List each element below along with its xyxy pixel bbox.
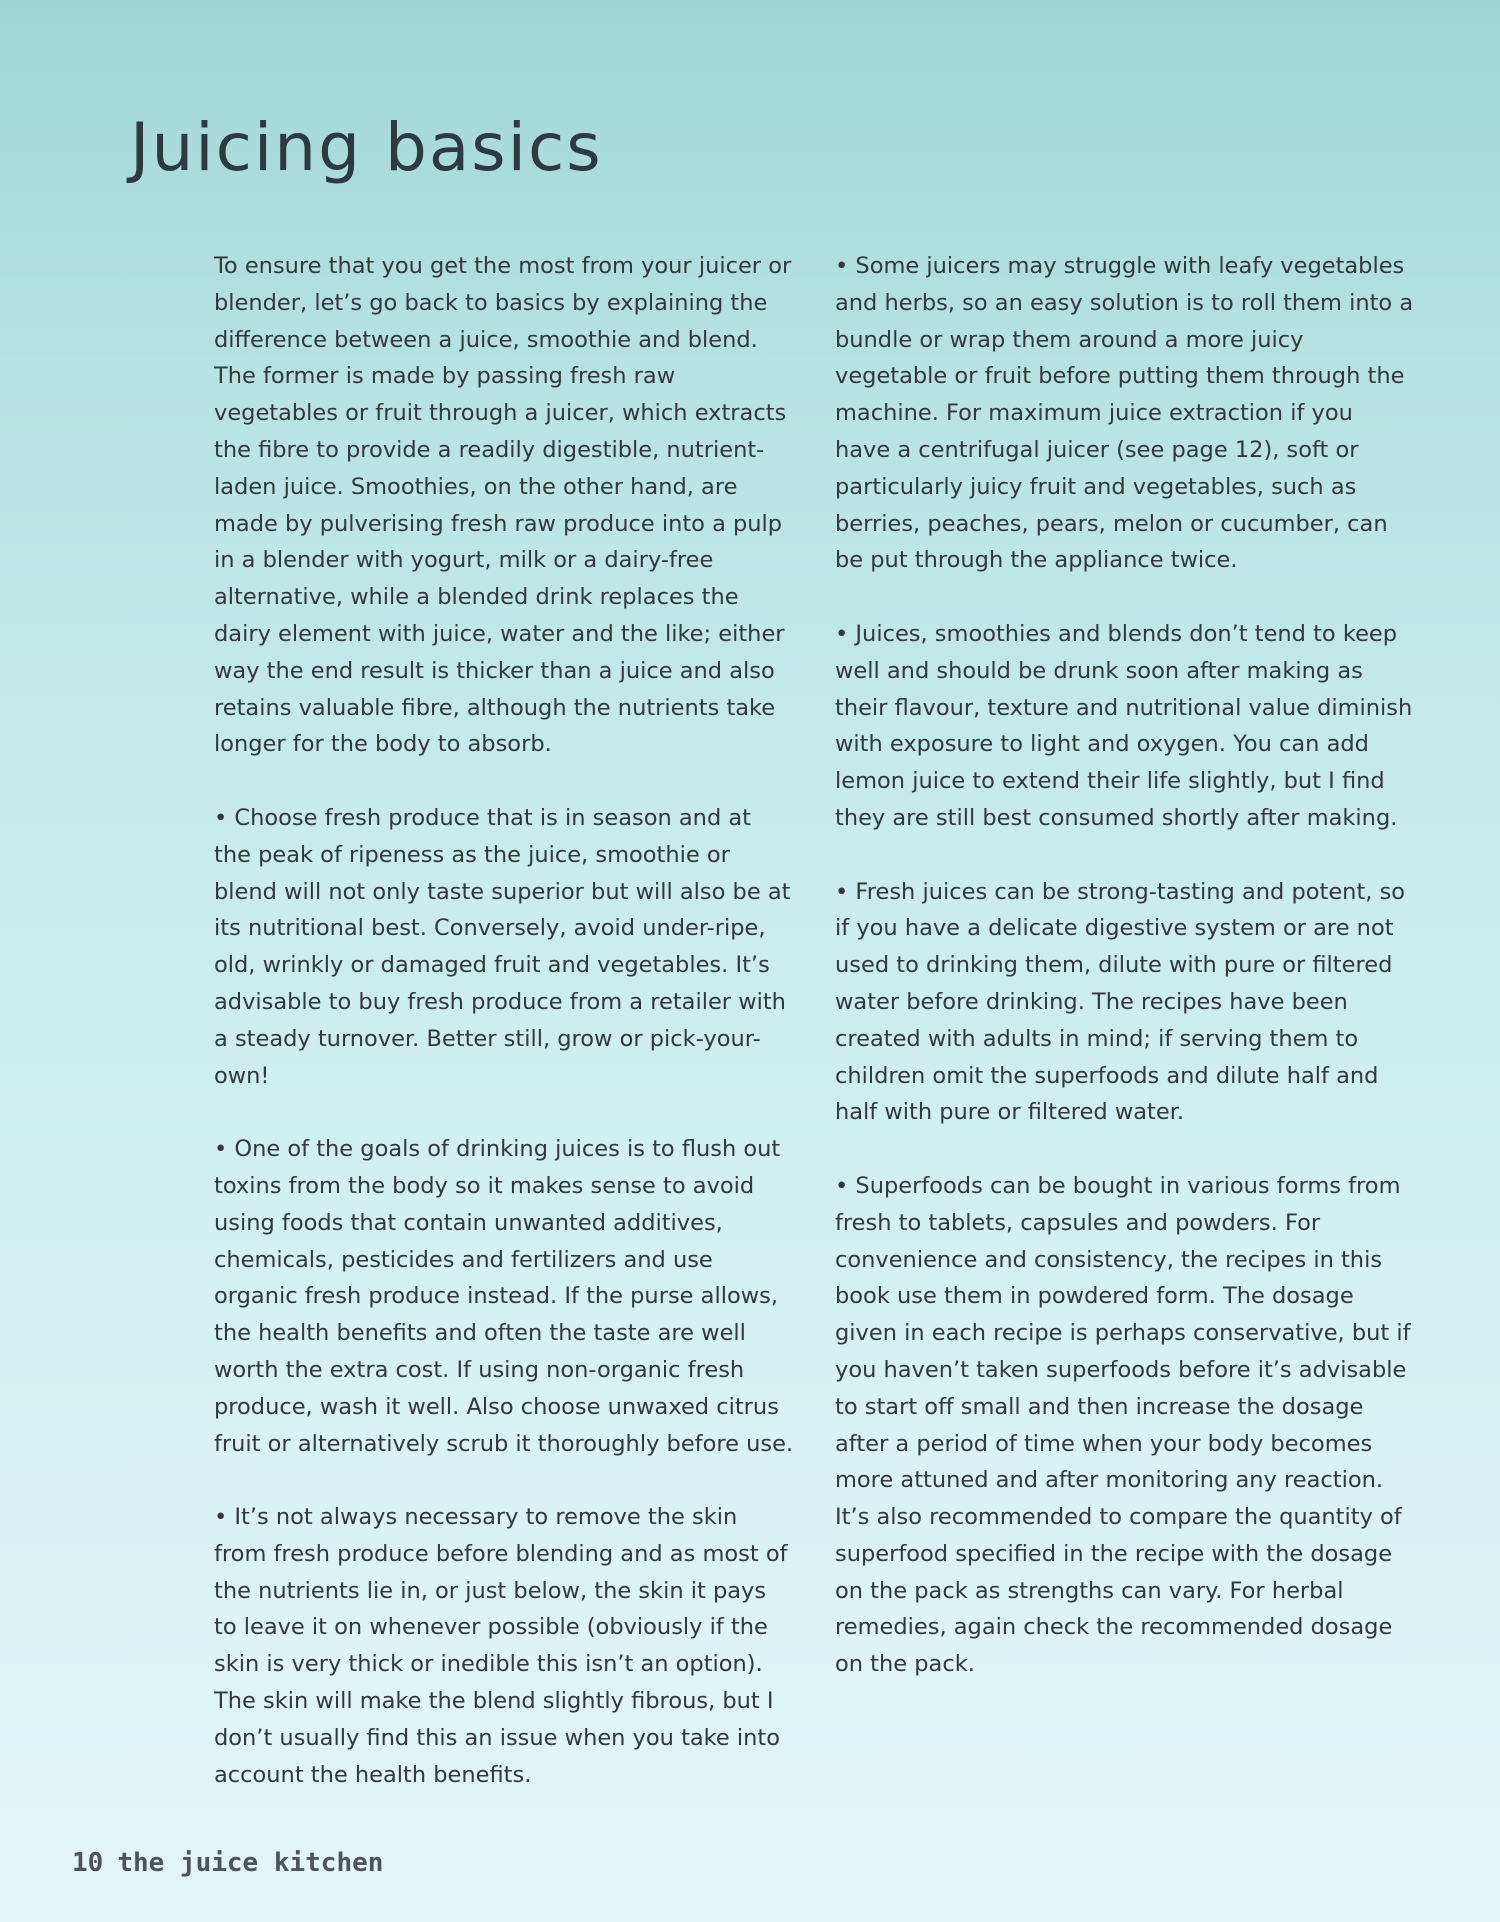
book-title: the juice kitchen — [117, 1848, 384, 1878]
intro-paragraph: To ensure that you get the most from your juicer or blender, let’s go back to basics by explaining the difference between a juice, smoothie and blend. The former is made by passing fresh raw vegetables or fruit through a juicer, which extracts the fibre to provide a readily digestible, nutrient-laden juice. Smoothies, on the other hand, are made by pulverising fresh raw produce into a pulp in a blender with yogurt, milk or a dairy-free alternative, while a blended drink replaces the dairy element with juice, water and the like; either way the end result is thicker than a juice and also retains valuable fibre, although the nutrients take longer for the body to absorb. — [214, 253, 792, 758]
page-footer — [72, 1848, 383, 1878]
page-title: Juicing basics — [130, 109, 603, 186]
tip-organic-produce: • One of the goals of drinking juices is to flush out toxins from the body so it makes sense to avoid using foods that contain unwanted additives, chemicals, pesticides and fertilizers and use organic fresh produce instead. If the purse allows, the health benefits and often the taste are well worth the extra cost. If using non-organic fresh produce, wash it well. Also choose unwaxed citrus fruit or alternatively scrub it thoroughly before use. — [214, 1136, 794, 1457]
right-column — [835, 248, 1415, 1720]
tip-drink-soon: • Juices, smoothies and blends don’t tend to keep well and should be drunk soon after making as their flavour, texture and nutritional value diminish with exposure to light and oxygen. You can add lemon juice to extend their life slightly, but I find they are still best consumed shortly after making. — [835, 620, 1413, 831]
tip-fresh-produce: • Choose fresh produce that is in season and at the peak of ripeness as the juice, smoothie or blend will not only taste superior but will also be at its nutritional best. Conversely, avoid under-ripe, old, wrinkly or damaged fruit and vegetables. It’s advisable to buy fresh produce from a retailer with a steady turnover. Better still, grow or pick-your-own! — [214, 804, 791, 1089]
left-column — [214, 248, 794, 1830]
tip-superfoods: • Superfoods can be bought in various forms from fresh to tablets, capsules and powders. For convenience and consistency, the recipes in this book use them in powdered form. The dosage given in each recipe is perhaps conservative, but if you haven’t taken superfoods before it’s advisable to start off small and then increase the dosage after a period of time when your body becomes more attuned and after monitoring any reaction. It’s also recommended to compare the quantity of superfood specified in the recipe with the dosage on the pack as strengths can vary. For herbal remedies, again check the recommended dosage on the pack. — [835, 1172, 1411, 1678]
page-number: 10 — [72, 1848, 104, 1878]
tip-dilute: • Fresh juices can be strong-tasting and potent, so if you have a delicate digestive system or are not used to drinking them, dilute with pure or filtered water before drinking. The recipes have been created with adults in mind; if serving them to children omit the superfoods and dilute half and half with pure or filtered water. — [835, 878, 1406, 1126]
tip-skin: • It’s not always necessary to remove the skin from fresh produce before blending and as most of the nutrients lie in, or just below, the skin it pays to leave it on whenever possible (obviously if the skin is very thick or inedible this isn’t an option). The skin will make the blend slightly fibrous, but I don’t usually find this an issue when you take into account the health benefits. — [214, 1504, 788, 1788]
tip-leafy-vegetables: • Some juicers may struggle with leafy vegetables and herbs, so an easy solution is to roll them into a bundle or wrap them around a more juicy vegetable or fruit before putting them through the machine. For maximum juice extraction if you have a centrifugal juicer (see page 12), soft or particularly juicy fruit and vegetables, such as berries, peaches, pears, melon or cucumber, can be put through the appliance twice. — [835, 253, 1414, 574]
